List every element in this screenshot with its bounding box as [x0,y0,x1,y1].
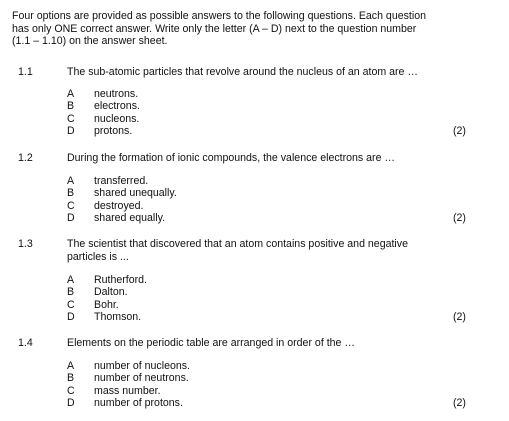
marks-label: (2) [453,311,466,323]
option-text: shared equally. [94,212,166,225]
option-a [67,175,467,187]
option-letter: D [67,125,75,138]
question-text-line: Elements on the periodic table are arranged in order of the … [67,337,355,349]
marks-label: (2) [453,397,466,409]
option-letter: D [67,212,75,225]
option-letter: B [67,372,75,385]
option-text: transferred. [94,175,149,187]
option-text: number of neutrons. [94,372,189,385]
instructions [12,10,482,48]
option-d [67,125,467,137]
option-b [67,286,467,298]
option-text: shared unequally. [94,187,177,200]
option-letter: A [67,360,75,372]
option-letter: A [67,175,75,187]
option-letter: B [67,286,75,299]
option-text: Rutherford. [94,274,147,286]
options-list [67,88,467,138]
option-letter: D [67,311,75,324]
instructions-line: has only ONE correct answer. Write only the letter (A – D) next to the question number [12,22,417,35]
option-letter: C [67,384,75,397]
option-b [67,187,467,199]
options-list [67,175,467,225]
option-letter: C [67,199,75,212]
option-letter: B [67,187,75,200]
option-text: destroyed. [94,199,144,212]
option-d [67,397,467,409]
option-text: number of protons. [94,397,183,410]
option-c [67,385,467,397]
option-letter: C [67,112,75,125]
option-c [67,200,467,212]
option-letter: A [67,88,75,100]
option-a [67,274,467,286]
options-list [67,274,467,324]
question-text [67,66,467,79]
option-text: nucleons. [94,112,140,125]
option-c [67,299,467,311]
option-letter: D [67,397,75,410]
question-text-line: particles is ... [67,250,129,263]
option-text: number of nucleons. [94,360,190,372]
option-text: Dalton. [94,286,128,299]
question-text [67,337,467,350]
option-text: Thomson. [94,311,142,324]
option-letter: C [67,298,75,311]
options-list [67,360,467,410]
option-text: Bohr. [94,298,119,311]
option-text: protons. [94,125,133,138]
option-b [67,100,467,112]
option-letter: B [67,100,75,113]
question-number: 1.1 [18,66,33,78]
question-number: 1.2 [18,152,33,164]
question-text-line: During the formation of ionic compounds, the valence electrons are … [67,152,395,164]
option-c [67,113,467,125]
option-letter: A [67,274,75,286]
question-number: 1.4 [18,337,33,349]
option-b [67,372,467,384]
option-text: electrons. [94,100,140,113]
option-a [67,360,467,372]
question-text [67,152,467,165]
option-a [67,88,467,100]
instructions-line: (1.1 – 1.10) on the answer sheet. [12,35,168,48]
option-text: neutrons. [94,88,139,100]
marks-label: (2) [453,125,466,137]
question-text [67,238,467,263]
instructions-line: Four options are provided as possible answers to the following questions. Each question [12,10,426,22]
option-d [67,212,467,224]
option-text: mass number. [94,384,161,397]
marks-label: (2) [453,212,466,224]
question-number: 1.3 [18,238,33,250]
question-text-line: The sub-atomic particles that revolve around the nucleus of an atom are … [67,66,418,78]
option-d [67,311,467,323]
question-text-line: The scientist that discovered that an atom contains positive and negative [67,238,408,250]
